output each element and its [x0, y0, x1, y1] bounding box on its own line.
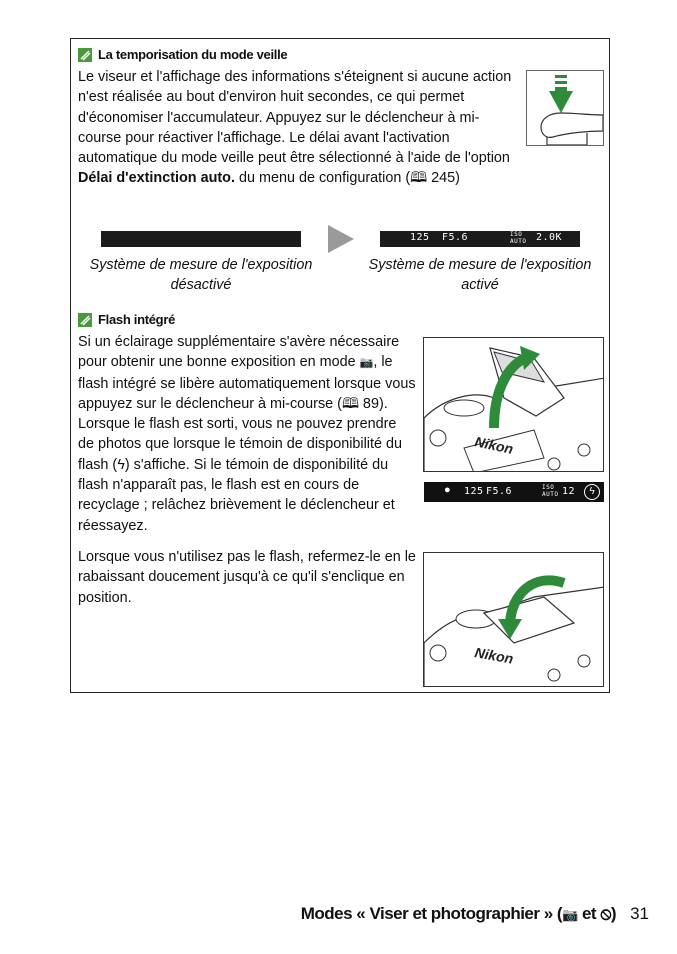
check-icon: [78, 313, 92, 327]
book-icon: 🕮: [410, 170, 428, 187]
iso-value-readout: 2.0K: [536, 232, 563, 243]
option-name: Délai d'extinction auto.: [78, 170, 235, 187]
flash-lower-illustration: [423, 552, 604, 687]
page-footer: [301, 904, 649, 924]
focus-dot-icon: ●: [444, 484, 451, 496]
auto-mode-icon: 📷: [562, 907, 578, 922]
strip-count: 12: [562, 486, 576, 497]
standby-heading: [78, 47, 287, 62]
flash-ready-icon: ϟ: [117, 456, 125, 473]
strip-iso-auto: ISO AUTO: [542, 484, 559, 498]
aperture-readout: F5.6: [442, 232, 469, 243]
meter-display-on: [380, 231, 580, 247]
footer-title: Modes « Viser et photographier » (📷 et ⦸): [300, 904, 617, 923]
standby-paragraph: Le viseur et l'affichage des informations s'éteignent si aucune action n'est réalisée au bout d'environ huit secondes, ce qui permet d'économiser l'accumulateur. Appuyez sur le déclencheur à mi-course pour réactiver l'affichage. Le délai avant l'activation automatique du mode veille peut être sélectionné à l'aide de l'option Délai d'extinction auto. du menu de configuration (🕮 245): [78, 69, 512, 187]
strip-aperture: F5.6: [486, 486, 513, 497]
iso-auto-label: ISO AUTO: [510, 231, 527, 245]
standby-heading-text: La temporisation du mode veille: [98, 47, 288, 62]
shutter-readout: 125: [410, 232, 430, 243]
flash-paragraph-top: Si un éclairage supplémentaire s'avère nécessaire pour obtenir une bonne exposition en mode 📷, le flash intégré se libère automatiquement lorsque vous appuyez sur le déclencheur à mi-course (🕮 89). Lorsque le flash est sorti, vous ne pouvez prendre de photos que lorsque le témoin de disponibilité du flash (ϟ) s'affiche. Si le témoin de disponibilité du flash n'apparaît pas, le flash est en cours de recyclage ; relâchez brièvement le déclencheur et réessayez.: [78, 334, 416, 534]
meter-off-caption: Système de mesure de l'exposition désactivé: [89, 257, 313, 294]
shutter-press-illustration: [526, 70, 604, 146]
nikon-logo: Nikon: [473, 433, 515, 458]
auto-mode-icon: 📷: [359, 357, 374, 370]
page-number: 31: [630, 904, 649, 923]
check-icon: [78, 48, 92, 62]
flash-heading-text: Flash intégré: [98, 312, 176, 327]
meter-display-off: [101, 231, 301, 247]
meter-on-caption: Système de mesure de l'exposition activé: [368, 257, 592, 294]
no-flash-icon: ⦸: [600, 904, 611, 923]
nikon-logo-2: Nikon: [473, 644, 515, 667]
arrow-right-icon: [328, 225, 354, 258]
strip-shutter: 125: [464, 486, 484, 497]
book-icon: 🕮: [341, 395, 359, 412]
viewfinder-strip: [424, 482, 604, 502]
flash-raised-illustration: [423, 337, 604, 472]
flash-heading: [78, 312, 175, 327]
flash-ready-indicator-icon: ϟ: [584, 484, 600, 500]
flash-paragraph-bottom: Lorsque vous n'utilisez pas le flash, refermez-le en le rabaissant doucement jusqu'à ce qu'il s'enclique en position.: [78, 549, 416, 606]
